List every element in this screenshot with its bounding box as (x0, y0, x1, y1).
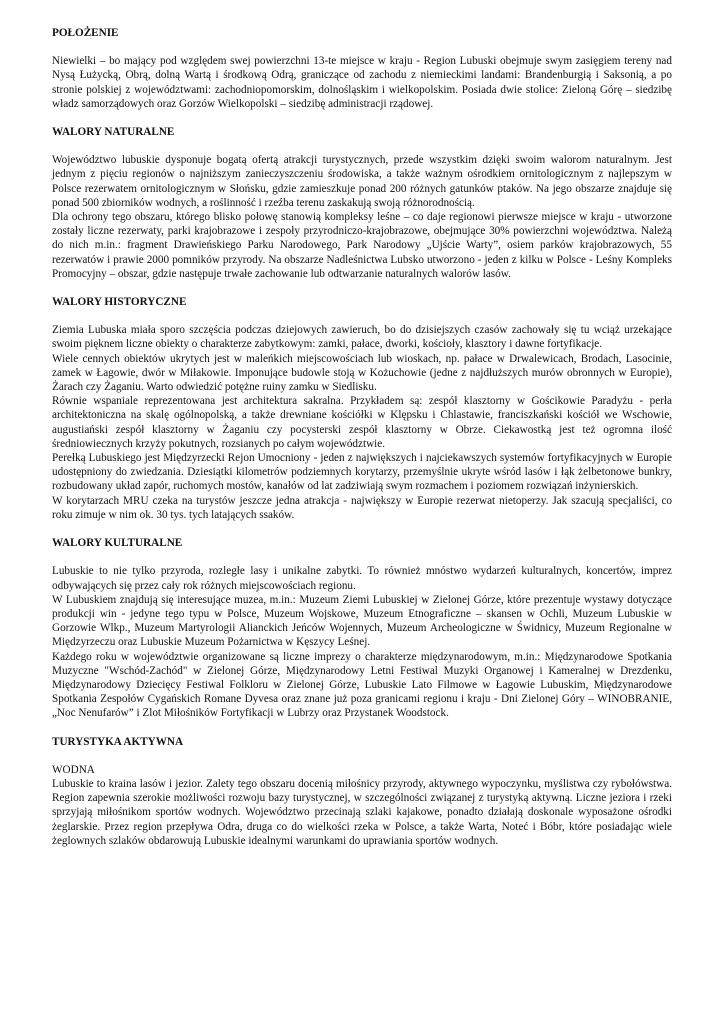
paragraph: Lubuskie to kraina lasów i jezior. Zalety tego obszaru docenią miłośnicy przyrody, aktywnego wypoczynku, myślistwa czy rybołówstwa. Region zapewnia szerokie możliwości rozwoju bazy turystycznej, w szczególności związanej z turystyką aktywną. Liczne jeziora i rzeki sprzyjają miłośnikom sportów wodnych. Województwo przecinają szlaki kajakowe, ponadto działają doskonale wyposażone ośrodki żeglarskie. Przez region przepływa Odra, druga co do wielkości rzeka w Polsce, a także Warta, Noteć i Bóbr, które posiadając wiele żeglownych szlaków obdarowują Lubuskie idealnymi warunkami do uprawiania sportów wodnych. (52, 777, 672, 847)
paragraph: Równie wspaniale reprezentowana jest architektura sakralna. Przykładem są: zespół klasztorny w Gościkowie Paradyżu - perła architektoniczna na skalę ogólnopolską, a także drewniane kościółki w Klępsku i Chlastawie, franciszkański kościół we Wschowie, augustiański zespół klasztorny w Żaganiu czy pocysterski zespół klasztorny w Obrze. Ciekawostką jest też ogromna ilość średniowiecznych krzyży pokutnych, rozsianych po całym województwie. (52, 395, 672, 450)
paragraph: Każdego roku w województwie organizowane są liczne imprezy o charakterze międzynarodowym, m.in.: Międzynarodowe Spotkania Muzyczne "Wschód-Zachód" w Zielonej Górze, Międzynarodowy Letni Festiwal Muzyki Organowej i Kameralnej w Drezdenku, Międzynarodowy Dziecięcy Festiwal Folkloru w Zielonej Górze, Lubuskie Lato Filmowe w Łagowie Lubuskim, Międzynarodowe Spotkania Zespołów Cygańskich Romane Dyvesa oraz znane już poza granicami regionu i kraju - Dni Zielonej Góry – WINOBRANIE, „Noc Nenufarów” i Zlot Miłośników Fortyfikacji w Lubrzy oraz Przystanek Woodstock. (52, 650, 672, 720)
section-heading: WALORY NATURALNE (52, 126, 175, 139)
paragraph: Województwo lubuskie dysponuje bogatą ofertą atrakcji turystycznych, przede wszystkim dzięki swoim walorom naturalnym. Jest jednym z pięciu regionów o najniższym zanieczyszczeniu środowiska, a także ważnym ośrodkiem ornitologicznym z najlepszym w Polsce rezerwatem ornitologicznym w Słońsku, gdzie zamieszkuje ponad 200 różnych gatunków ptaków. Na jego obszarze znajduje się ponad 500 zbiorników wodnych, a roślinność i rzeźba terenu zaskakują swoją różnorodnością. (52, 154, 672, 209)
paragraph: W Lubuskiem znajdują się interesujące muzea, m.in.: Muzeum Ziemi Lubuskiej w Zielonej Górze, które prezentuje wystawy dotyczące produkcji win - jedyne tego typu w Polsce, Muzeum Wojskowe, Muzeum Etnograficzne – skansen w Ochli, Muzeum Lubuskie w Gorzowie Wlkp., Muzeum Martyrologii Alianckich Jeńców Wojennych, Muzeum Archeologiczne w Świdnicy, Muzeum Regionalne w Międzyrzeczu oraz Lubuskie Muzeum Pożarnictwa w Kęszycy Leśnej. (52, 593, 672, 649)
section-walory-naturalne (52, 125, 672, 281)
section-heading: WALORY KULTURALNE (52, 537, 183, 550)
paragraph: W korytarzach MRU czeka na turystów jeszcze jedna atrakcja - największy w Europie rezerwat nietoperzy. Jak szacują specjaliści, co roku zimuje w nim ok. 30 tys. tych latających ssaków. (52, 494, 672, 521)
section-walory-kulturalne (52, 536, 672, 720)
section-polozenie (52, 26, 672, 111)
section-walory-historyczne (52, 295, 672, 522)
paragraph: Lubuskie to nie tylko przyroda, rozległe lasy i unikalne zabytki. To również mnóstwo wydarzeń kulturalnych, koncertów, imprez odbywających się przez cały rok różnych miejscowościach regionu. (52, 565, 672, 592)
section-heading: POŁOŻENIE (52, 27, 119, 39)
section-heading: TURYSTYKA AKTYWNA (52, 735, 184, 748)
paragraph: Ziemia Lubuska miała sporo szczęścia podczas dziejowych zawieruch, bo do dzisiejszych czasów zachowały się tu wciąż urzekające swoim pięknem liczne obiekty o charakterze zabytkowym: zamki, pałace, dworki, kościoły, klasztory i dawne fortyfikacje. (52, 324, 672, 351)
section-turystyka-aktywna (52, 735, 672, 848)
subsection-heading: WODNA (52, 763, 95, 776)
paragraph: Niewielki – bo mający pod względem swej powierzchni 13-te miejsce w kraju - Region Lubuski obejmuje swym zasięgiem tereny nad Nysą Łużycką, Obrą, dolną Wartą i środkową Odrą, graniczące od zachodu z niemieckimi landami: Brandenburgią i Saksonią, a po stronie polskiej z województwami: zachodniopomorskim, dolnośląskim i wielkopolskim. Posiada dwie stolice: Zieloną Górę – siedzibę władz samorządowych oraz Gorzów Wielkopolski – siedzibę administracji rządowej. (52, 55, 672, 110)
section-heading: WALORY HISTORYCZNE (52, 296, 187, 309)
paragraph: Wiele cennych obiektów ukrytych jest w maleńkich miejscowościach lub wioskach, np. pałace w Drwalewicach, Brodach, Lasocinie, zamek w Łagowie, dwór w Miłakowie. Imponujące budowle stoją w Kożuchowie (jedne z najdłuższych murów obronnych w Europie), Żarach czy Żaganiu. Warto odwiedzić potężne ruiny zamku w Siedlisku. (52, 352, 672, 394)
paragraph: Perełką Lubuskiego jest Międzyrzecki Rejon Umocniony - jeden z największych i najciekawszych systemów fortyfikacyjnych w Europie udostępniony do zwiedzania. Dziesiątki kilometrów podziemnych korytarzy, przemyślnie ukryte wśród lasów i łąk żelbetonowe bunkry, rozbudowany układ zapór, ruchomych mostów, kanałów od lat zadziwiają swym rozmachem i poziomem rozwiązań inżynierskich. (52, 452, 672, 493)
paragraph: Dla ochrony tego obszaru, którego blisko połowę stanowią kompleksy leśne – co daje regionowi pierwsze miejsce w kraju - utworzone zostały liczne rezerwaty, parki krajobrazowe i zespoły przyrodniczo-krajobrazowe, obejmujące 30% powierzchni województwa. Należą do nich m.in.: fragment Drawieńskiego Parku Narodowego, Park Narodowy „Ujście Warty”, osiem parków krajobrazowych, 55 rezerwatów i prawie 2000 pomników przyrody. Na obszarze Nadleśnictwa Lubsko utworzono - jeden z kilku w Polsce - Leśny Kompleks Promocyjny – obszar, gdzie następuje trwałe zachowanie lub odtwarzanie naturalnych walorów lasów. (52, 211, 672, 280)
